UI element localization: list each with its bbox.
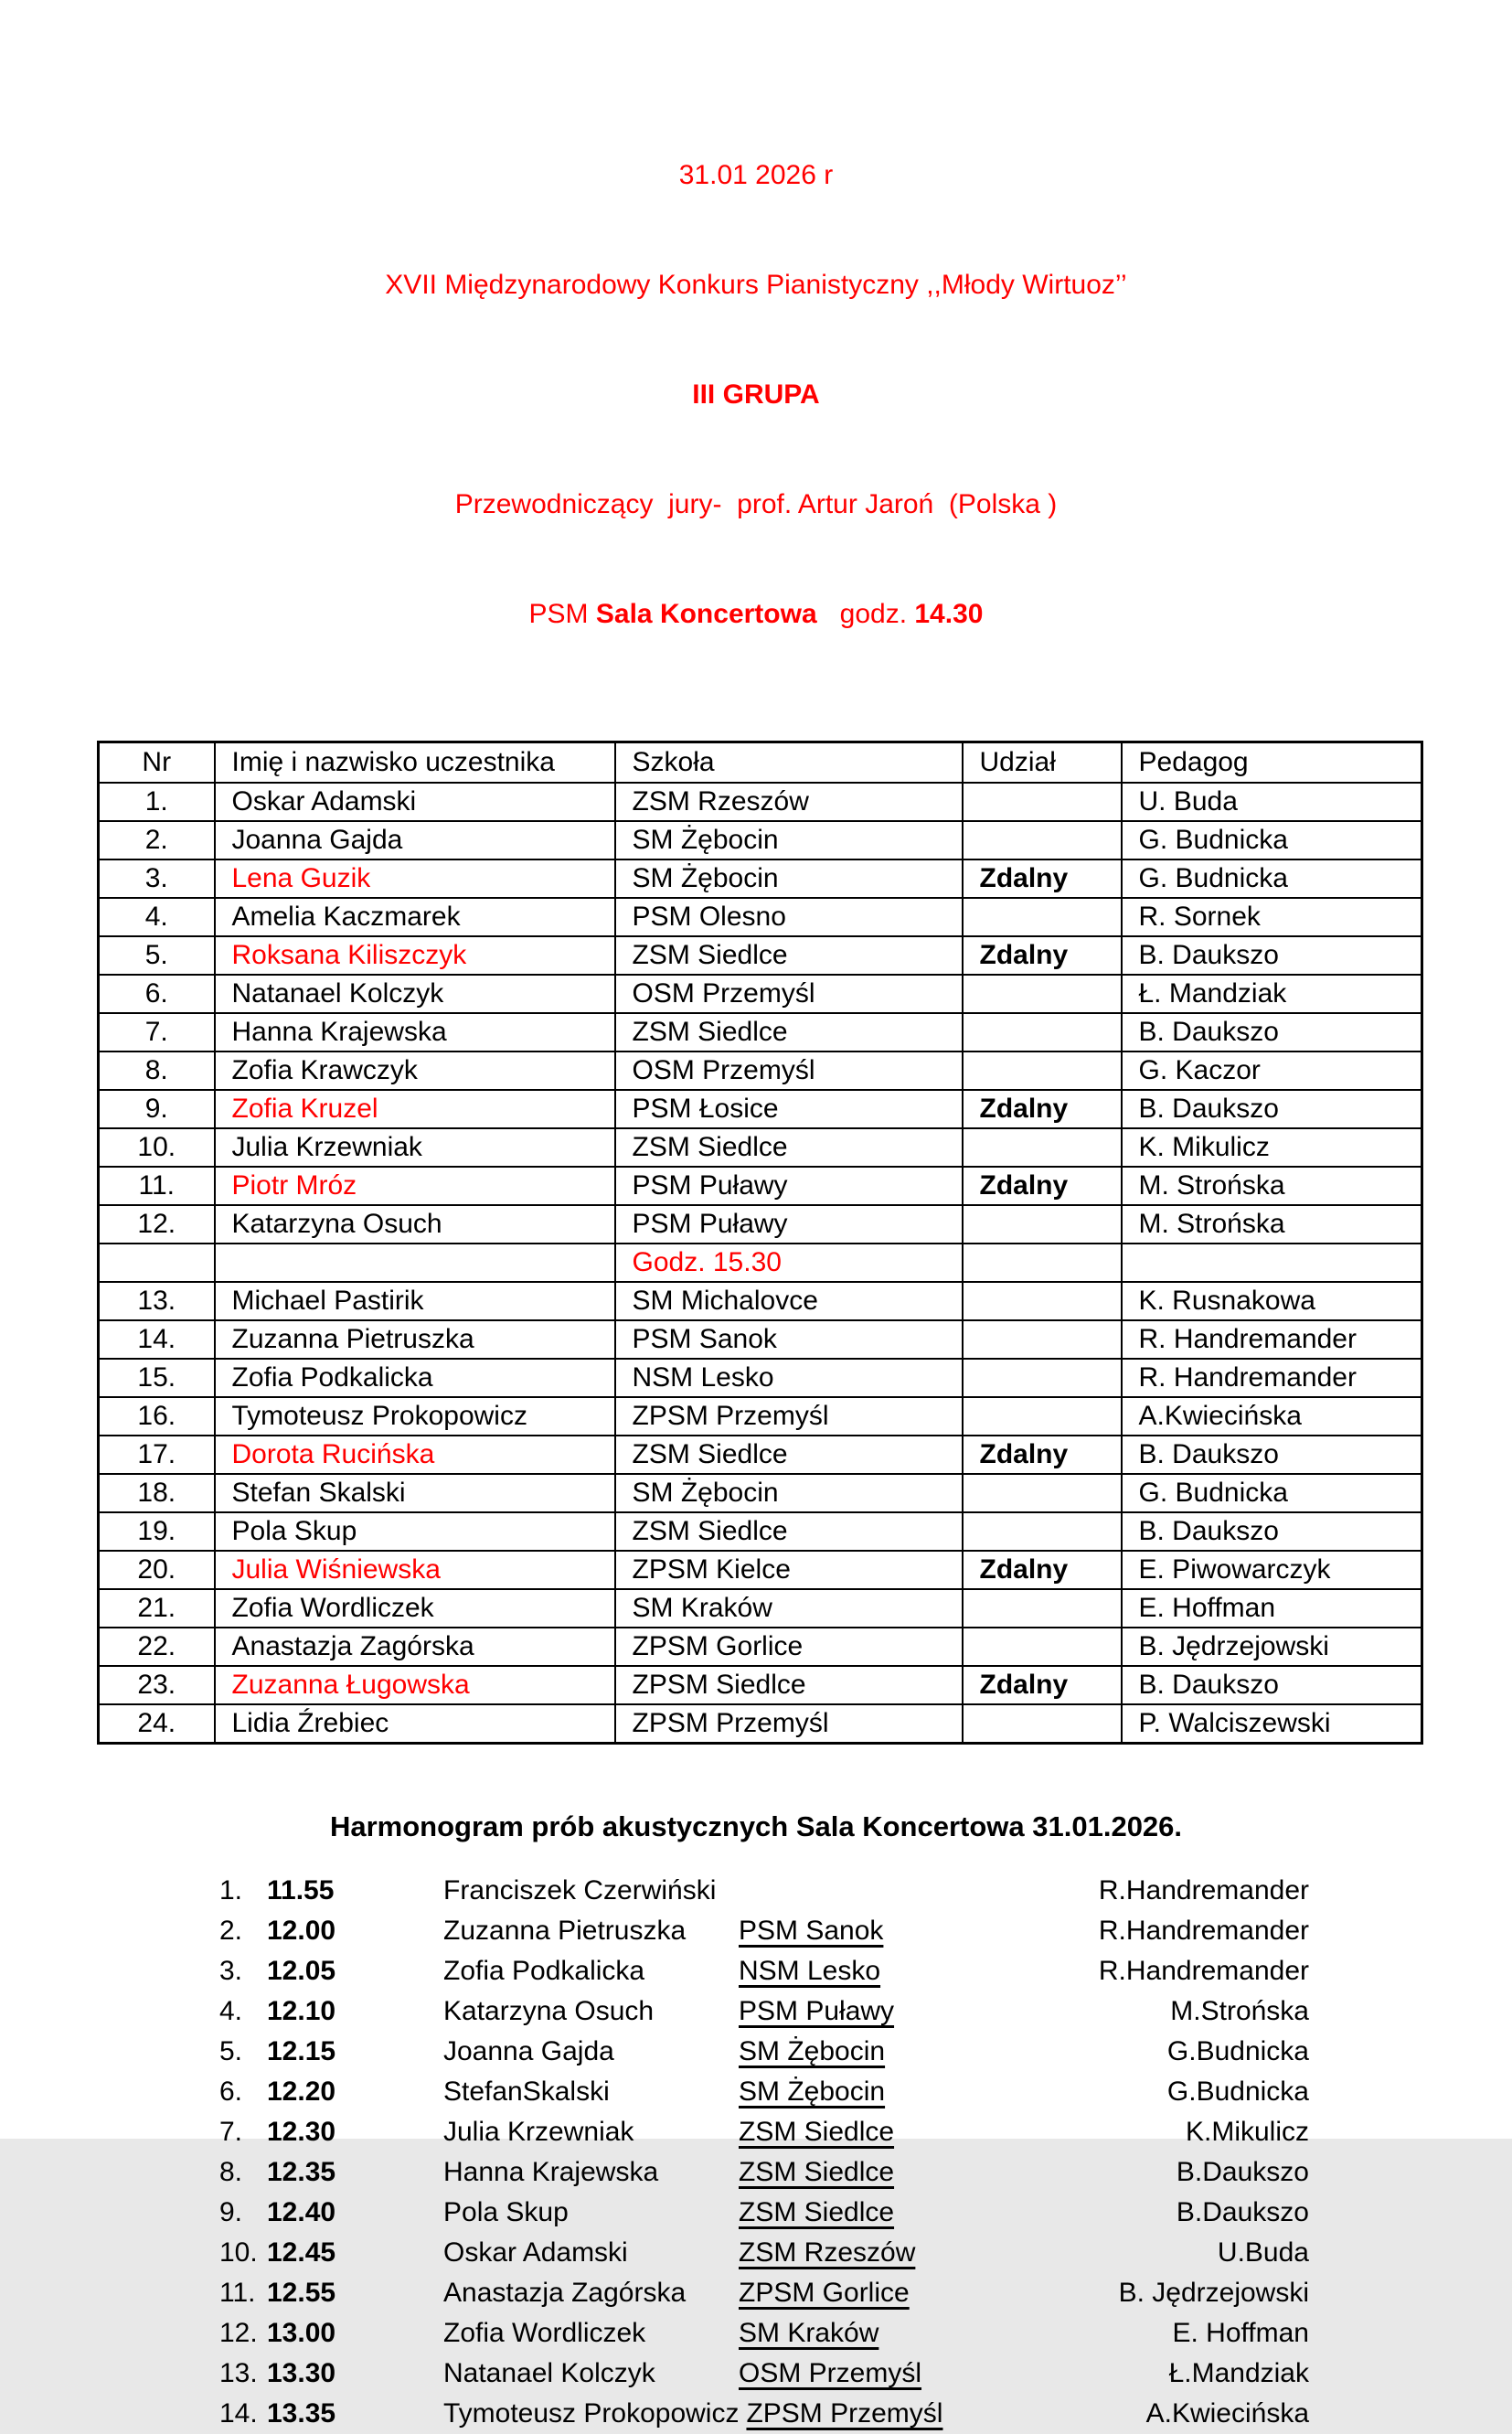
- table-row: [99, 1128, 1422, 1167]
- participation-mode: [963, 821, 1122, 859]
- participant-school: ZSM Siedlce: [615, 936, 963, 975]
- participation-mode: [963, 1589, 1122, 1628]
- participation-mode: Zdalny: [963, 1167, 1122, 1205]
- participation-mode: [963, 1512, 1122, 1551]
- schedule-time: 13.35: [267, 2398, 336, 2429]
- schedule-time: 12.05: [267, 1956, 336, 1986]
- schedule-number: 8.: [219, 2157, 243, 2187]
- participant-pedagog: G. Budnicka: [1122, 1474, 1422, 1512]
- participant-name: Julia Wiśniewska: [215, 1551, 615, 1589]
- participant-school: PSM Sanok: [615, 1320, 963, 1359]
- header-competition-title: XVII Międzynarodowy Konkurs Pianistyczny ,,Młody Wirtuoz’’: [385, 270, 1127, 300]
- row-number: 6.: [99, 975, 215, 1013]
- header-jury-chairman: Przewodniczący jury- prof. Artur Jaroń (Polska ): [454, 489, 1058, 519]
- participant-pedagog: B. Daukszo: [1122, 1090, 1422, 1128]
- participant-school: Godz. 15.30: [615, 1244, 963, 1282]
- participant-school: ZPSM Przemyśl: [615, 1704, 963, 1744]
- table-row: [99, 936, 1422, 975]
- schedule-school: ZSM Siedlce: [739, 2117, 895, 2147]
- participant-name: Lena Guzik: [215, 859, 615, 898]
- row-number: [99, 1244, 215, 1282]
- participant-school: ZSM Siedlce: [615, 1128, 963, 1167]
- participant-pedagog: M. Strońska: [1122, 1205, 1422, 1244]
- row-number: 15.: [99, 1359, 215, 1397]
- participant-pedagog: B. Daukszo: [1122, 1436, 1422, 1474]
- schedule-participant: Zofia Wordliczek: [443, 2318, 646, 2348]
- participant-pedagog: R. Handremander: [1122, 1320, 1422, 1359]
- participant-name: Zuzanna Pietruszka: [215, 1320, 615, 1359]
- schedule-time: 12.30: [267, 2117, 336, 2147]
- schedule-number: 10.: [219, 2237, 258, 2268]
- schedule-teacher: A.Kwiecińska: [1145, 2398, 1309, 2429]
- participation-mode: [963, 1704, 1122, 1744]
- participant-school: SM Żębocin: [615, 859, 963, 898]
- participant-name: Amelia Kaczmarek: [215, 898, 615, 936]
- schedule-participant: Zofia Podkalicka: [443, 1956, 645, 1986]
- participant-name: Oskar Adamski: [215, 783, 615, 821]
- schedule-school: SM Żębocin: [739, 2036, 886, 2066]
- participation-mode: [963, 1282, 1122, 1320]
- row-number: 3.: [99, 859, 215, 898]
- document-header: [0, 0, 1512, 706]
- row-number: 23.: [99, 1666, 215, 1704]
- schedule-row: [219, 1871, 1309, 1911]
- schedule-row: [219, 1911, 1309, 1951]
- participant-name: Zuzanna Ługowska: [215, 1666, 615, 1704]
- schedule-teacher: R.Handremander: [1098, 1875, 1309, 1906]
- row-number: 9.: [99, 1090, 215, 1128]
- schedule-participant: Franciszek Czerwiński: [443, 1875, 717, 1906]
- table-row: [99, 898, 1422, 936]
- schedule-school: OSM Przemyśl: [739, 2358, 922, 2388]
- schedule-time: 12.35: [267, 2157, 336, 2187]
- schedule-number: 2.: [219, 1916, 243, 1946]
- venue-start-time: 14.30: [914, 599, 984, 629]
- schedule-teacher: U.Buda: [1217, 2237, 1309, 2268]
- participant-pedagog: K. Mikulicz: [1122, 1128, 1422, 1167]
- participation-mode: [963, 783, 1122, 821]
- participant-pedagog: G. Kaczor: [1122, 1052, 1422, 1090]
- schedule-teacher: B. Jędrzejowski: [1118, 2278, 1309, 2308]
- schedule-teacher: R.Handremander: [1098, 1916, 1309, 1946]
- table-row: [99, 783, 1422, 821]
- schedule-time: 13.30: [267, 2358, 336, 2388]
- schedule-time: 12.40: [267, 2197, 336, 2227]
- participant-name: Zofia Wordliczek: [215, 1589, 615, 1628]
- table-row: [99, 1474, 1422, 1512]
- row-number: 20.: [99, 1551, 215, 1589]
- participant-name: Hanna Krajewska: [215, 1013, 615, 1052]
- schedule-participant: Natanael Kolczyk: [443, 2358, 655, 2388]
- schedule-participant: Anastazja Zagórska: [443, 2278, 687, 2308]
- row-number: 13.: [99, 1282, 215, 1320]
- schedule-row: [219, 2394, 1309, 2434]
- schedule-time: 12.15: [267, 2036, 336, 2066]
- participant-school: ZSM Siedlce: [615, 1013, 963, 1052]
- table-row: [99, 1551, 1422, 1589]
- schedule-participant: Katarzyna Osuch: [443, 1996, 655, 2026]
- schedule-participant: Hanna Krajewska: [443, 2157, 659, 2187]
- schedule-row: [219, 2233, 1309, 2273]
- schedule-title: Harmonogram prób akustycznych Sala Koncertowa 31.01.2026.: [329, 1810, 1183, 1842]
- schedule-time: 12.20: [267, 2076, 336, 2107]
- schedule-teacher: Ł.Mandziak: [1168, 2358, 1309, 2388]
- schedule-row: [219, 2273, 1309, 2313]
- row-number: 14.: [99, 1320, 215, 1359]
- schedule-teacher: K.Mikulicz: [1185, 2117, 1309, 2147]
- participation-mode: Zdalny: [963, 1436, 1122, 1474]
- participant-name: [215, 1244, 615, 1282]
- header-venue-time: [0, 596, 1512, 633]
- schedule-time: 12.45: [267, 2237, 336, 2268]
- participant-pedagog: R. Sornek: [1122, 898, 1422, 936]
- row-number: 18.: [99, 1474, 215, 1512]
- table-row: [99, 1013, 1422, 1052]
- schedule-school: SM Żębocin: [739, 2076, 886, 2107]
- schedule-time: 13.00: [267, 2318, 336, 2348]
- table-header-row: [99, 742, 1422, 784]
- schedule-participant: Julia Krzewniak: [443, 2117, 634, 2147]
- schedule-teacher: G.Budnicka: [1166, 2076, 1309, 2107]
- schedule-number: 14.: [219, 2398, 258, 2429]
- participant-name: Piotr Mróz: [215, 1167, 615, 1205]
- participant-pedagog: B. Jędrzejowski: [1122, 1628, 1422, 1666]
- participant-name: Roksana Kiliszczyk: [215, 936, 615, 975]
- participant-school: ZPSM Siedlce: [615, 1666, 963, 1704]
- participant-school: ZSM Rzeszów: [615, 783, 963, 821]
- schedule-participant: Oskar Adamski: [443, 2237, 628, 2268]
- participation-mode: [963, 1628, 1122, 1666]
- schedule-participant: Pola Skup: [443, 2197, 569, 2227]
- table-row: [99, 975, 1422, 1013]
- schedule-school: NSM Lesko: [739, 1956, 881, 1986]
- schedule-participant: StefanSkalski: [443, 2076, 610, 2107]
- row-number: 2.: [99, 821, 215, 859]
- participant-pedagog: B. Daukszo: [1122, 1013, 1422, 1052]
- table-row: [99, 1397, 1422, 1436]
- venue-godz-label: godz.: [816, 599, 915, 629]
- row-number: 1.: [99, 783, 215, 821]
- participation-mode: [963, 1244, 1122, 1282]
- table-row: [99, 1704, 1422, 1744]
- participant-pedagog: M. Strońska: [1122, 1167, 1422, 1205]
- schedule-row: [219, 1991, 1309, 2032]
- participant-school: SM Michalovce: [615, 1282, 963, 1320]
- col-header-school: Szkoła: [615, 742, 963, 784]
- schedule-row: [219, 2072, 1309, 2112]
- schedule-school: ZSM Rzeszów: [739, 2237, 916, 2268]
- participant-school: PSM Puławy: [615, 1167, 963, 1205]
- participant-name: Zofia Krawczyk: [215, 1052, 615, 1090]
- participant-pedagog: A.Kwiecińska: [1122, 1397, 1422, 1436]
- schedule-number: 12.: [219, 2318, 258, 2348]
- schedule-number: 9.: [219, 2197, 243, 2227]
- schedule-number: 4.: [219, 1996, 243, 2026]
- participant-pedagog: [1122, 1244, 1422, 1282]
- col-header-udzial: Udział: [963, 742, 1122, 784]
- venue-prefix: PSM: [528, 599, 596, 629]
- schedule-participant: Joanna Gajda: [443, 2036, 614, 2066]
- participation-mode: Zdalny: [963, 859, 1122, 898]
- col-header-pedagog: Pedagog: [1122, 742, 1422, 784]
- participation-mode: [963, 1052, 1122, 1090]
- schedule-school: PSM Sanok: [739, 1916, 884, 1946]
- row-number: 24.: [99, 1704, 215, 1744]
- participation-mode: [963, 1359, 1122, 1397]
- header-group: III GRUPA: [692, 379, 820, 410]
- participation-mode: [963, 1320, 1122, 1359]
- table-row: [99, 1436, 1422, 1474]
- participant-pedagog: R. Handremander: [1122, 1359, 1422, 1397]
- participant-pedagog: G. Budnicka: [1122, 821, 1422, 859]
- schedule-row: [219, 2032, 1309, 2072]
- participant-name: Anastazja Zagórska: [215, 1628, 615, 1666]
- schedule-school: ZPSM Gorlice: [739, 2278, 910, 2308]
- table-row: [99, 1167, 1422, 1205]
- schedule-number: 7.: [219, 2117, 243, 2147]
- table-row: [99, 821, 1422, 859]
- table-row: [99, 1359, 1422, 1397]
- participation-mode: Zdalny: [963, 1666, 1122, 1704]
- participant-name: Stefan Skalski: [215, 1474, 615, 1512]
- participation-mode: [963, 898, 1122, 936]
- schedule-time: 11.55: [267, 1875, 335, 1906]
- table-row: [99, 1589, 1422, 1628]
- participant-name: Michael Pastirik: [215, 1282, 615, 1320]
- participant-school: PSM Olesno: [615, 898, 963, 936]
- schedule-row: [219, 1951, 1309, 1991]
- schedule-number: 1.: [219, 1875, 243, 1906]
- row-number: 11.: [99, 1167, 215, 1205]
- schedule-number: 5.: [219, 2036, 243, 2066]
- schedule-number: 11.: [219, 2278, 256, 2308]
- participation-mode: [963, 1128, 1122, 1167]
- participant-school: PSM Puławy: [615, 1205, 963, 1244]
- participant-pedagog: E. Piwowarczyk: [1122, 1551, 1422, 1589]
- schedule-school: ZPSM Przemyśl: [746, 2398, 943, 2429]
- row-number: 17.: [99, 1436, 215, 1474]
- header-date: 31.01 2026 r: [678, 160, 834, 190]
- participant-name: Lidia Źrebiec: [215, 1704, 615, 1744]
- participation-mode: [963, 1205, 1122, 1244]
- participation-mode: Zdalny: [963, 936, 1122, 975]
- schedule-number: 13.: [219, 2358, 258, 2388]
- participant-name: Zofia Kruzel: [215, 1090, 615, 1128]
- participant-name: Natanael Kolczyk: [215, 975, 615, 1013]
- participant-name: Dorota Rucińska: [215, 1436, 615, 1474]
- participant-pedagog: G. Budnicka: [1122, 859, 1422, 898]
- table-row: [99, 1512, 1422, 1551]
- participant-school: OSM Przemyśl: [615, 975, 963, 1013]
- participation-mode: [963, 1474, 1122, 1512]
- schedule-teacher: G.Budnicka: [1166, 2036, 1309, 2066]
- participants-table: [97, 741, 1423, 1745]
- participant-name: Tymoteusz Prokopowicz: [215, 1397, 615, 1436]
- schedule-school: ZSM Siedlce: [739, 2157, 895, 2187]
- schedule-teacher: M.Strońska: [1170, 1996, 1309, 2026]
- participant-pedagog: P. Walciszewski: [1122, 1704, 1422, 1744]
- schedule-participant: Zuzanna Pietruszka: [443, 1916, 687, 1946]
- participant-school: SM Żębocin: [615, 821, 963, 859]
- participation-mode: [963, 975, 1122, 1013]
- participant-pedagog: B. Daukszo: [1122, 936, 1422, 975]
- schedule-number: 6.: [219, 2076, 243, 2107]
- participant-pedagog: E. Hoffman: [1122, 1589, 1422, 1628]
- participant-name: Joanna Gajda: [215, 821, 615, 859]
- schedule-school: ZSM Siedlce: [739, 2197, 895, 2227]
- participant-school: PSM Łosice: [615, 1090, 963, 1128]
- schedule-row: [219, 2152, 1309, 2193]
- row-number: 19.: [99, 1512, 215, 1551]
- schedule-school: PSM Puławy: [739, 1996, 895, 2026]
- row-number: 21.: [99, 1589, 215, 1628]
- participant-school: NSM Lesko: [615, 1359, 963, 1397]
- participant-school: SM Kraków: [615, 1589, 963, 1628]
- participant-name: Pola Skup: [215, 1512, 615, 1551]
- table-row: [99, 1320, 1422, 1359]
- schedule-number: 3.: [219, 1956, 243, 1986]
- participant-pedagog: U. Buda: [1122, 783, 1422, 821]
- row-number: 16.: [99, 1397, 215, 1436]
- participant-school: ZSM Siedlce: [615, 1512, 963, 1551]
- participant-name: Katarzyna Osuch: [215, 1205, 615, 1244]
- schedule-time: 12.00: [267, 1916, 336, 1946]
- participant-pedagog: B. Daukszo: [1122, 1666, 1422, 1704]
- col-header-nr: Nr: [99, 742, 215, 784]
- table-row: [99, 1282, 1422, 1320]
- schedule-participant: Tymoteusz Prokopowicz: [443, 2398, 740, 2429]
- schedule-time: 12.55: [267, 2278, 336, 2308]
- participant-school: ZSM Siedlce: [615, 1436, 963, 1474]
- schedule-teacher: B.Daukszo: [1176, 2157, 1309, 2187]
- table-row: [99, 1628, 1422, 1666]
- participant-pedagog: K. Rusnakowa: [1122, 1282, 1422, 1320]
- participant-name: Julia Krzewniak: [215, 1128, 615, 1167]
- schedule-teacher: B.Daukszo: [1176, 2197, 1309, 2227]
- participant-name: Zofia Podkalicka: [215, 1359, 615, 1397]
- row-number: 5.: [99, 936, 215, 975]
- table-row: [99, 1090, 1422, 1128]
- participant-school: OSM Przemyśl: [615, 1052, 963, 1090]
- participation-mode: Zdalny: [963, 1090, 1122, 1128]
- table-row: [99, 1666, 1422, 1704]
- participant-pedagog: Ł. Mandziak: [1122, 975, 1422, 1013]
- participant-pedagog: B. Daukszo: [1122, 1512, 1422, 1551]
- schedule-row: [219, 2354, 1309, 2394]
- row-number: 4.: [99, 898, 215, 936]
- row-number: 8.: [99, 1052, 215, 1090]
- table-row: [99, 1205, 1422, 1244]
- participant-school: ZPSM Gorlice: [615, 1628, 963, 1666]
- schedule-school: SM Kraków: [739, 2318, 879, 2348]
- participant-school: ZPSM Przemyśl: [615, 1397, 963, 1436]
- table-row: [99, 1052, 1422, 1090]
- row-number: 10.: [99, 1128, 215, 1167]
- schedule-row: [219, 2313, 1309, 2354]
- row-number: 12.: [99, 1205, 215, 1244]
- venue-hall: Sala Koncertowa: [595, 599, 817, 629]
- participant-school: ZPSM Kielce: [615, 1551, 963, 1589]
- participation-mode: Zdalny: [963, 1551, 1122, 1589]
- schedule-time: 12.10: [267, 1996, 336, 2026]
- schedule-teacher: E. Hoffman: [1172, 2318, 1309, 2348]
- row-number: 22.: [99, 1628, 215, 1666]
- col-header-name: Imię i nazwisko uczestnika: [215, 742, 615, 784]
- rehearsal-schedule: [219, 1871, 1309, 2434]
- row-number: 7.: [99, 1013, 215, 1052]
- schedule-row: [219, 2193, 1309, 2233]
- table-row: [99, 859, 1422, 898]
- participation-mode: [963, 1013, 1122, 1052]
- schedule-teacher: R.Handremander: [1098, 1956, 1309, 1986]
- table-row: [99, 1244, 1422, 1282]
- participation-mode: [963, 1397, 1122, 1436]
- schedule-row: [219, 2112, 1309, 2152]
- participant-school: SM Żębocin: [615, 1474, 963, 1512]
